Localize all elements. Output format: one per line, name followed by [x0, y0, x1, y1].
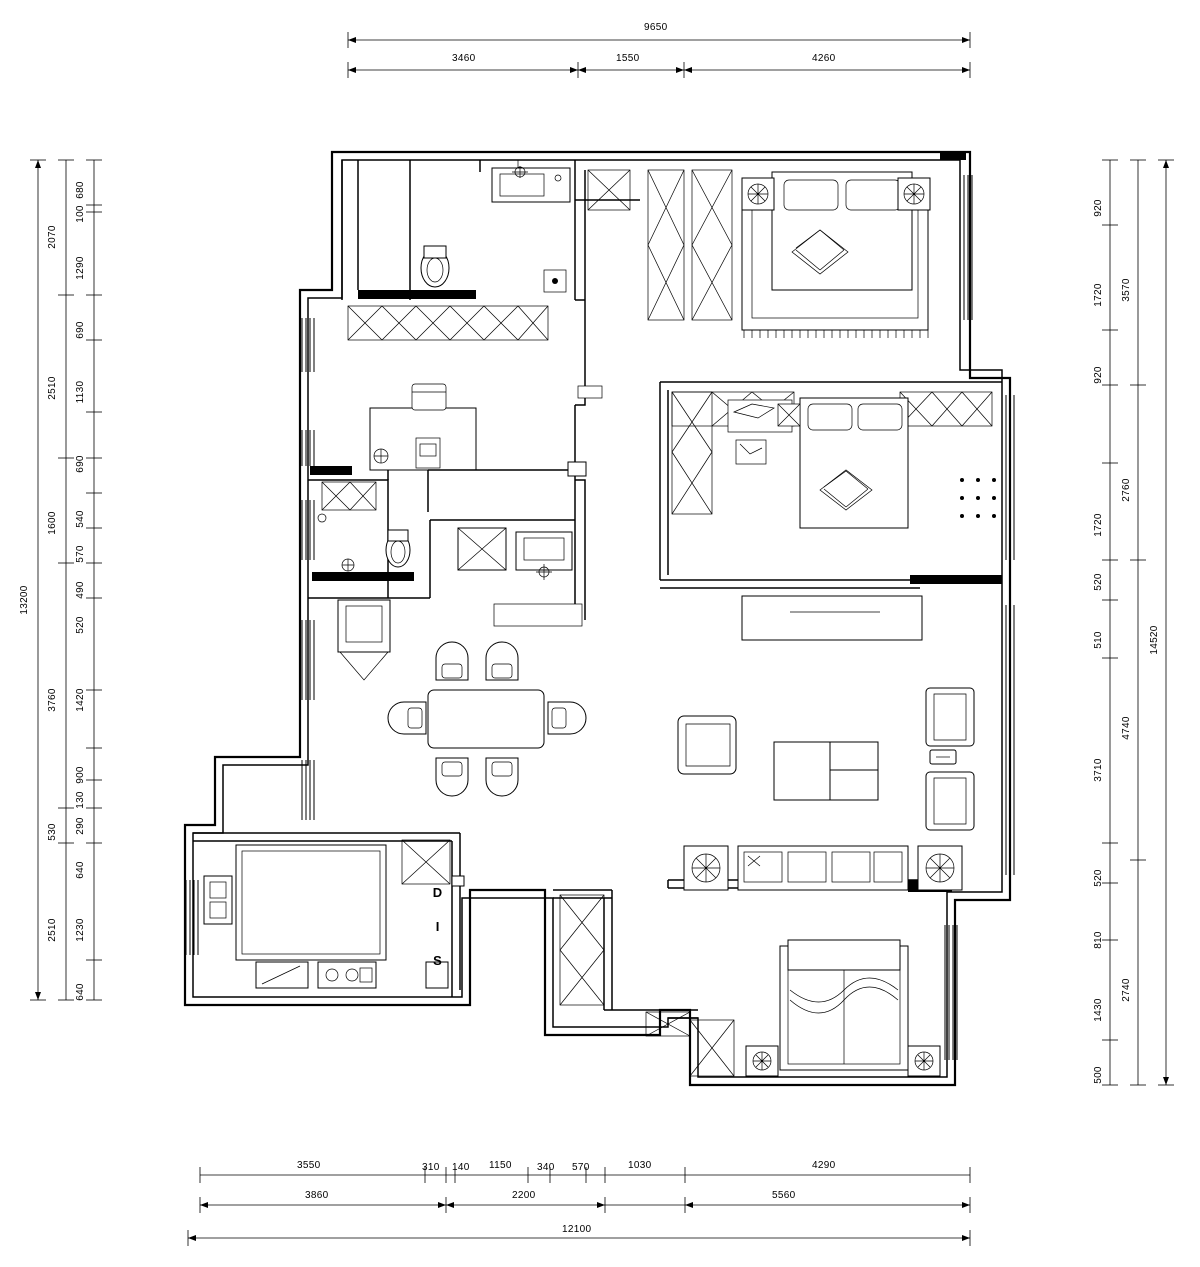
dim-bottom-fine-3: 140 — [452, 1162, 470, 1173]
wc-top — [421, 246, 449, 287]
dim-left-overall: 13200 — [19, 585, 30, 615]
dim-bottom-fine-8: 4290 — [812, 1160, 836, 1171]
top-dimension-lines — [348, 32, 970, 78]
dim-top-seg-1: 3460 — [452, 53, 476, 64]
dim-right-fine-5: 520 — [1093, 573, 1104, 591]
dim-left-fine-7: 540 — [75, 510, 86, 528]
dim-left-fine-15: 640 — [75, 861, 86, 879]
dim-left-fine-13: 130 — [75, 791, 86, 809]
room-label-dis: D I S — [430, 885, 445, 970]
dim-left-fine-10: 520 — [75, 616, 86, 634]
dim-right-overall: 14520 — [1149, 625, 1160, 655]
dim-right-fine-7: 3710 — [1093, 758, 1104, 782]
left-dimension-lines — [30, 160, 102, 1000]
dim-right-fine-9: 810 — [1093, 931, 1104, 949]
dim-left-mid-4: 3760 — [47, 688, 58, 712]
dim-right-fine-4: 1720 — [1093, 513, 1104, 537]
dim-bottom-fine-1: 3550 — [297, 1160, 321, 1171]
dim-left-fine-3: 1290 — [75, 256, 86, 280]
dim-right-fine-8: 520 — [1093, 869, 1104, 887]
misc-details — [544, 270, 602, 398]
dim-right-fine-11: 500 — [1093, 1066, 1104, 1084]
dim-left-fine-8: 570 — [75, 545, 86, 563]
kitchen-fixtures — [492, 160, 570, 202]
dim-bottom-fine-5: 340 — [537, 1162, 555, 1173]
dim-left-fine-12: 900 — [75, 766, 86, 784]
dim-bottom-overall: 12100 — [562, 1224, 592, 1235]
utility-left — [338, 600, 390, 680]
dim-left-mid-6: 2510 — [47, 918, 58, 942]
dim-right-mid-4: 2740 — [1121, 978, 1132, 1002]
dim-right-fine-10: 1430 — [1093, 998, 1104, 1022]
dim-right-mid-3: 4740 — [1121, 716, 1132, 740]
kitchen-island — [370, 384, 586, 512]
dim-left-mid-2: 2510 — [47, 376, 58, 400]
dim-left-fine-4: 690 — [75, 321, 86, 339]
dim-right-fine-1: 920 — [1093, 199, 1104, 217]
master-bedroom-furniture — [742, 172, 930, 338]
third-bedroom-furniture — [746, 940, 940, 1076]
dim-left-fine-2: 100 — [75, 205, 86, 223]
study-room-furniture — [204, 845, 464, 988]
dim-right-fine-2: 1720 — [1093, 283, 1104, 307]
dim-bottom-fine-7: 1030 — [628, 1160, 652, 1171]
dim-bottom-fine-6: 570 — [572, 1162, 590, 1173]
dim-left-mid-5: 530 — [47, 823, 58, 841]
dim-bottom-mid-2: 2200 — [512, 1190, 536, 1201]
dim-top-seg-2: 1550 — [616, 53, 640, 64]
second-bedroom-furniture — [728, 398, 996, 640]
dim-left-fine-5: 1130 — [75, 380, 86, 404]
living-room-furniture — [678, 688, 974, 890]
dim-left-fine-9: 490 — [75, 581, 86, 599]
dim-bottom-fine-4: 1150 — [489, 1160, 512, 1171]
dim-right-mid-1: 3570 — [1121, 278, 1132, 302]
dim-left-mid-1: 2070 — [47, 225, 58, 249]
dim-bottom-fine-2: 310 — [422, 1162, 440, 1173]
dim-bottom-mid-1: 3860 — [305, 1190, 329, 1201]
dim-left-fine-6: 690 — [75, 455, 86, 473]
dim-left-fine-14: 290 — [75, 817, 86, 835]
right-dimension-lines — [1102, 160, 1174, 1085]
dim-left-fine-17: 640 — [75, 983, 86, 1001]
dim-left-fine-1: 680 — [75, 181, 86, 199]
dim-right-mid-2: 2760 — [1121, 478, 1132, 502]
dim-top-seg-3: 4260 — [812, 53, 836, 64]
dim-left-fine-16: 1230 — [75, 918, 86, 942]
dim-top-overall: 9650 — [644, 22, 668, 33]
dim-right-fine-6: 510 — [1093, 631, 1104, 649]
dim-right-fine-3: 920 — [1093, 366, 1104, 384]
dim-left-mid-3: 1600 — [47, 511, 58, 535]
dim-bottom-mid-3: 5560 — [772, 1190, 796, 1201]
dim-left-fine-11: 1420 — [75, 688, 86, 712]
dining-set — [388, 642, 586, 796]
